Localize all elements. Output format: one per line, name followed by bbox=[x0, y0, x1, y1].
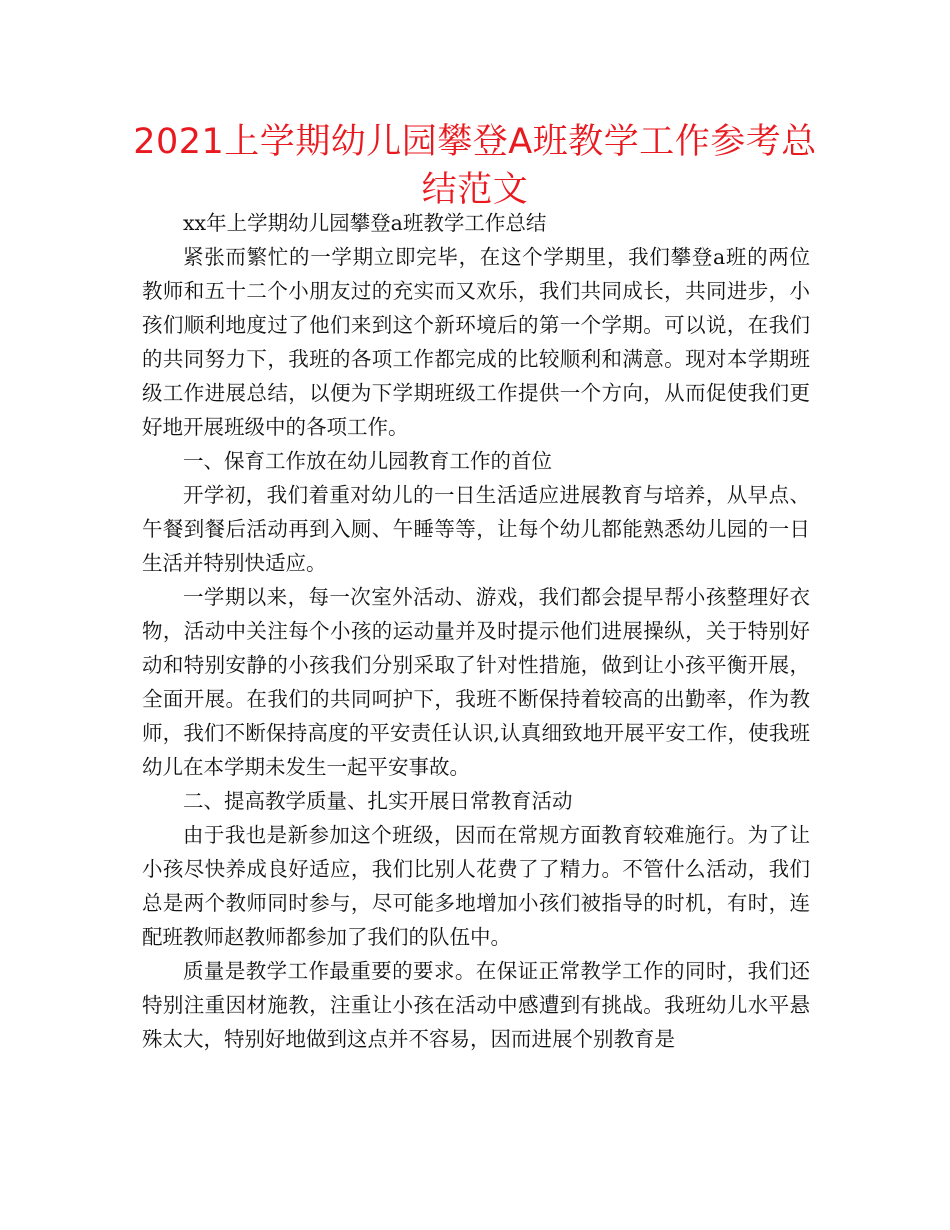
body-paragraph: 开学初，我们着重对幼儿的一日生活适应进展教育与培养，从早点、午餐到餐后活动再到入厕、午睡等等，让每个幼儿都能熟悉幼儿园的一日生活并特别快适应。 bbox=[142, 483, 810, 575]
body-paragraph: 质量是教学工作最重要的要求。在保证正常教学工作的同时，我们还特别注重因材施教，注重让小孩在活动中感遭到有挑战。我班幼儿水平悬殊太大，特别好地做到这点并不容易，因而进展个别教育是 bbox=[142, 959, 810, 1051]
section-heading-2: 二、提高教学质量、扎实开展日常教育活动 bbox=[183, 789, 573, 813]
intro-paragraph: 紧张而繁忙的一学期立即完毕，在这个学期里，我们攀登a班的两位教师和五十二个小朋友过的充实而又欢乐，我们共同成长，共同进步，小孩们顺利地度过了他们来到这个新环境后的第一个学期。可以说，在我们的共同努力下，我班的各项工作都完成的比较顺利和满意。现对本学期班级工作进展总结，以便为下学期班级工作提供一个方向，从而促使我们更好地开展班级中的各项工作。 bbox=[142, 245, 810, 439]
document-title: 2021上学期幼儿园攀登A班教学工作参考总结范文 bbox=[133, 122, 817, 210]
section-heading-1: 一、保育工作放在幼儿园教育工作的首位 bbox=[183, 449, 552, 473]
document-body bbox=[142, 206, 810, 1056]
body-paragraph: 一学期以来，每一次室外活动、游戏，我们都会提早帮小孩整理好衣物，活动中关注每个小孩的运动量并及时提示他们进展操纵，关于特别好动和特别安静的小孩我们分别采取了针对性措施，做到让小孩平衡开展，全面开展。在我们的共同呵护下，我班不断保持着较高的出勤率，作为教师，我们不断保持高度的平安责任认识,认真细致地开展平安工作，使我班幼儿在本学期未发生一起平安事故。 bbox=[142, 585, 810, 779]
subtitle-paragraph: xx年上学期幼儿园攀登a班教学工作总结 bbox=[183, 211, 547, 235]
body-paragraph: 由于我也是新参加这个班级，因而在常规方面教育较难施行。为了让小孩尽快养成良好适应，我们比别人花费了了精力。不管什么活动，我们总是两个教师同时参与，尽可能多地增加小孩们被指导的时机，有时，连配班教师赵教师都参加了我们的队伍中。 bbox=[142, 823, 810, 949]
